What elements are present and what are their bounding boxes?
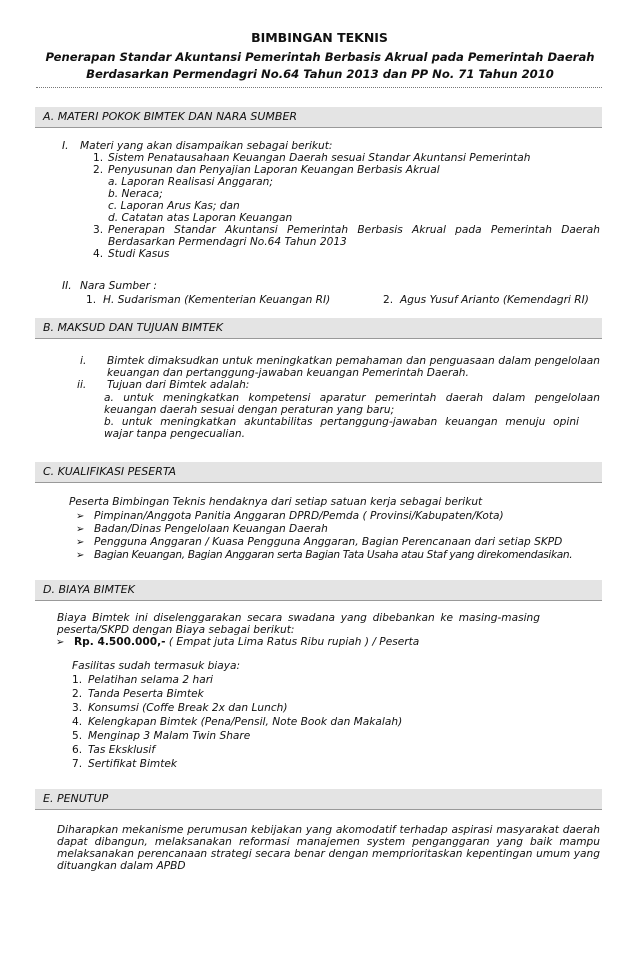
materi-number: 4. bbox=[93, 248, 104, 260]
materi-subitem: a. Laporan Realisasi Anggaran; bbox=[108, 176, 273, 188]
qualification-bullet: ➢ Pimpinan/Anggota Panitia Anggaran DPRD/Pemda ( Provinsi/Kabupaten/Kota) bbox=[76, 510, 504, 522]
arrow-bullet-icon: ➢ bbox=[76, 511, 85, 522]
price-line bbox=[56, 636, 419, 649]
speaker-name: H. Sudarisman (Kementerian Keuangan RI) bbox=[103, 294, 331, 306]
speaker-number: 1. bbox=[86, 294, 97, 306]
speaker-number: 2. bbox=[383, 294, 394, 306]
facility-item: Sertifikat Bimtek bbox=[88, 758, 178, 770]
facilities-label: Fasilitas sudah termasuk biaya: bbox=[72, 660, 241, 672]
section-a-ii-text: Nara Sumber : bbox=[80, 280, 157, 292]
section-b-goal-a: a. untuk meningkatkan kompetensi aparatur pemerintah daerah dalam pengelolaan keuangan daerah sesuai dengan peraturan yang baru; bbox=[104, 392, 600, 416]
document-subtitle-line-2: Berdasarkan Permendagri No.64 Tahun 2013 dan PP No. 71 Tahun 2010 bbox=[86, 67, 554, 81]
facility-number: 2. bbox=[72, 688, 83, 700]
arrow-bullet-icon: ➢ bbox=[76, 550, 85, 561]
section-b-i-label: i. bbox=[80, 355, 87, 367]
materi-item: Sistem Penatausahaan Keuangan Daerah sesuai Standar Akuntansi Pemerintah bbox=[108, 152, 531, 164]
section-e-heading: E. PENUTUP bbox=[35, 789, 602, 810]
document-title: BIMBINGAN TEKNIS bbox=[251, 30, 388, 45]
facility-item: Menginap 3 Malam Twin Share bbox=[88, 730, 251, 742]
facility-number: 3. bbox=[72, 702, 83, 714]
materi-item: Studi Kasus bbox=[108, 248, 170, 260]
facility-number: 1. bbox=[72, 674, 83, 686]
header-divider bbox=[36, 87, 602, 88]
price-description: ( Empat juta Lima Ratus Ribu rupiah ) / Peserta bbox=[165, 636, 420, 648]
facility-item: Tas Eksklusif bbox=[88, 744, 156, 756]
section-a-i-text: Materi yang akan disampaikan sebagai berikut: bbox=[80, 140, 333, 152]
materi-subitem: d. Catatan atas Laporan Keuangan bbox=[108, 212, 293, 224]
qualification-bullet: ➢ Badan/Dinas Pengelolaan Keuangan Daerah bbox=[76, 523, 328, 535]
section-d-intro: Biaya Bimtek ini diselenggarakan secara swadana yang dibebankan ke masing-masing peserta/SKPD dengan Biaya sebagai berikut: bbox=[57, 612, 540, 636]
materi-item: Penyusunan dan Penyajian Laporan Keuangan Berbasis Akrual bbox=[108, 164, 440, 176]
document-subtitle-line-1: Penerapan Standar Akuntansi Pemerintah Berbasis Akrual pada Pemerintah Daerah bbox=[45, 50, 595, 64]
section-b-i-text: Bimtek dimaksudkan untuk meningkatkan pemahaman dan penguasaan dalam pengelolaan keuangan dan pertanggung-jawaban keuangan Pemerintah Daerah. bbox=[107, 355, 600, 379]
qualification-bullet: ➢ Pengguna Anggaran / Kuasa Pengguna Anggaran, Bagian Perencanaan dari setiap SKPD bbox=[76, 536, 563, 548]
facility-number: 4. bbox=[72, 716, 83, 728]
qualification-bullet: ➢ Bagian Keuangan, Bagian Anggaran serta Bagian Tata Usaha atau Staf yang direkomendasikan. bbox=[76, 549, 573, 561]
section-a-heading: A. MATERI POKOK BIMTEK DAN NARA SUMBER bbox=[35, 107, 602, 128]
arrow-bullet-icon: ➢ bbox=[76, 537, 85, 548]
facility-item: Konsumsi (Coffe Break 2x dan Lunch) bbox=[88, 702, 288, 714]
section-b-ii-text: Tujuan dari Bimtek adalah: bbox=[107, 379, 250, 391]
section-a-ii-label: II. bbox=[62, 280, 72, 292]
arrow-bullet-icon: ➢ bbox=[56, 637, 65, 648]
section-a-i-label: I. bbox=[62, 140, 69, 152]
speaker-name: Agus Yusuf Arianto (Kemendagri RI) bbox=[400, 294, 589, 306]
price-amount: Rp. 4.500.000,- bbox=[74, 636, 166, 648]
section-c-intro: Peserta Bimbingan Teknis hendaknya dari setiap satuan kerja sebagai berikut bbox=[69, 496, 483, 508]
facility-item: Pelatihan selama 2 hari bbox=[88, 674, 213, 686]
materi-number: 1. bbox=[93, 152, 104, 164]
materi-number: 3. bbox=[93, 224, 104, 236]
facility-number: 7. bbox=[72, 758, 83, 770]
facility-number: 6. bbox=[72, 744, 83, 756]
materi-number: 2. bbox=[93, 164, 104, 176]
materi-subitem: b. Neraca; bbox=[108, 188, 163, 200]
arrow-bullet-icon: ➢ bbox=[76, 524, 85, 535]
facility-item: Tanda Peserta Bimtek bbox=[88, 688, 204, 700]
section-c-heading: C. KUALIFIKASI PESERTA bbox=[35, 462, 602, 483]
section-b-ii-label: ii. bbox=[77, 379, 87, 391]
section-b-goal-b: b. untuk meningkatkan akuntabilitas pertanggung-jawaban keuangan menuju opini wajar tanpa pengecualian. bbox=[104, 416, 579, 440]
materi-item: Penerapan Standar Akuntansi Pemerintah Berbasis Akrual pada Pemerintah Daerah Berdasarkan Permendagri No.64 Tahun 2013 bbox=[108, 224, 600, 248]
facility-item: Kelengkapan Bimtek (Pena/Pensil, Note Book dan Makalah) bbox=[88, 716, 403, 728]
facility-number: 5. bbox=[72, 730, 83, 742]
materi-subitem: c. Laporan Arus Kas; dan bbox=[108, 200, 240, 212]
section-e-text: Diharapkan mekanisme perumusan kebijakan yang akomodatif terhadap aspirasi masyarakat daerah dapat dibangun, melaksanakan reformasi manajemen system penganggaran yang baik mampu melaksanakan perencanaan strategi secara benar dengan memprioritaskan kepentingan umum yang dituangkan dalam APBD bbox=[57, 824, 600, 872]
section-b-heading: B. MAKSUD DAN TUJUAN BIMTEK bbox=[35, 318, 602, 339]
section-d-heading: D. BIAYA BIMTEK bbox=[35, 580, 602, 601]
